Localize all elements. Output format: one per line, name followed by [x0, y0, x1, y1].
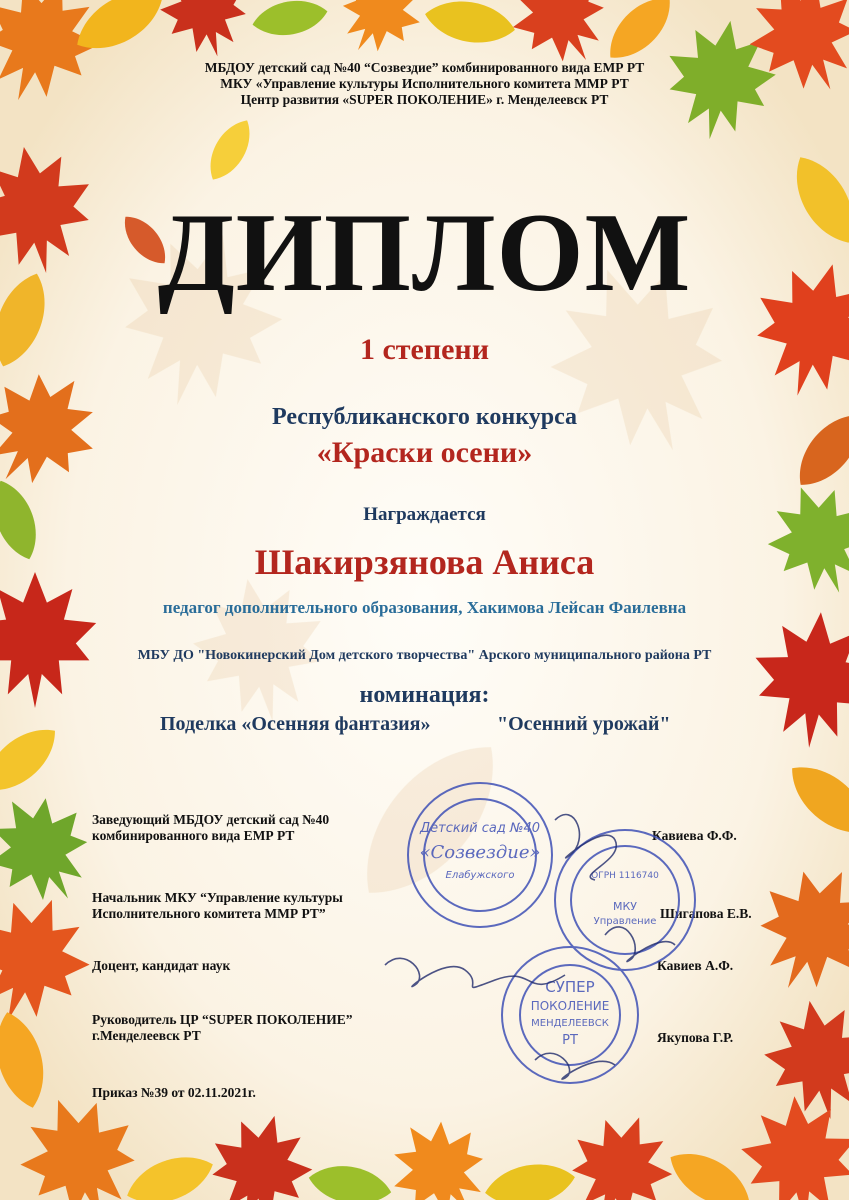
svg-text:Елабужского: Елабужского	[445, 870, 515, 881]
signature-role-1: Заведующий МБДОУ детский сад №40 комбинированного вида ЕМР РТ	[92, 812, 330, 843]
order-line: Приказ №39 от 02.11.2021г.	[92, 1085, 256, 1100]
teacher-line: педагог дополнительного образования, Хакимова Лейсан Фаилевна	[162, 598, 687, 617]
work-title: "Осенний урожай"	[497, 713, 671, 735]
signature-role-2: Начальник МКУ “Управление культуры Исполнительного комитета ММР РТ”	[92, 890, 343, 921]
svg-text:ОГРН 1116740: ОГРН 1116740	[591, 871, 659, 881]
recipient-name: Шакирзянова Аниса	[254, 542, 595, 582]
svg-text:Управление: Управление	[593, 916, 657, 927]
svg-text:МКУ: МКУ	[612, 900, 638, 913]
diploma-degree: 1 степени	[359, 333, 490, 366]
svg-text:РТ: РТ	[562, 1033, 578, 1048]
signature-name-1: Кавиева Ф.Ф.	[652, 828, 737, 843]
svg-text:«Созвездие»: «Созвездие»	[419, 842, 541, 863]
svg-text:ПОКОЛЕНИЕ: ПОКОЛЕНИЕ	[530, 999, 610, 1013]
diploma-title: ДИПЛОМ	[157, 191, 692, 315]
nomination-label: номинация:	[359, 682, 490, 708]
header-line-3: Центр развития «SUPER ПОКОЛЕНИЕ» г. Менделеевск РТ	[240, 92, 609, 107]
svg-text:МЕНДЕЛЕЕВСК: МЕНДЕЛЕЕВСК	[531, 1018, 609, 1029]
contest-name: «Краски осени»	[316, 436, 533, 469]
header-line-1: МБДОУ детский сад №40 “Созвездие” комбинированного вида ЕМР РТ	[204, 60, 645, 75]
nomination-name: Поделка «Осенняя фантазия»	[160, 713, 431, 735]
signature-role-4: Руководитель ЦР “SUPER ПОКОЛЕНИЕ” г.Менделеевск РТ	[92, 1012, 353, 1043]
svg-text:СУПЕР: СУПЕР	[545, 978, 595, 996]
organization-line: МБУ ДО "Новокинерский Дом детского творчества" Арского муниципального района РТ	[137, 648, 712, 663]
signature-name-4: Якупова Г.Р.	[657, 1030, 734, 1045]
awarded-label: Награждается	[363, 504, 486, 525]
signature-role-3: Доцент, кандидат наук	[92, 958, 231, 973]
signature-name-2: Шигапова Е.В.	[660, 906, 752, 921]
contest-label: Республиканского конкурса	[271, 404, 578, 430]
signature-name-3: Кавиев А.Ф.	[657, 958, 734, 973]
svg-text:Детский сад №40: Детский сад №40	[419, 821, 541, 836]
header-line-2: МКУ «Управление культуры Исполнительного комитета ММР РТ	[220, 76, 629, 91]
